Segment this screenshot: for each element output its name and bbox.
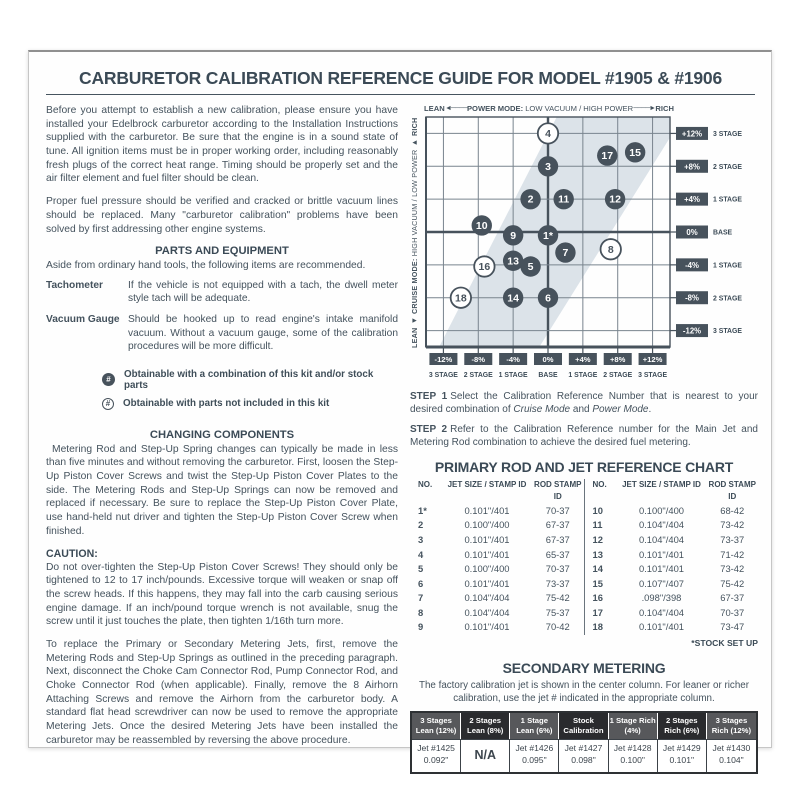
table-row: [585, 606, 759, 621]
calibration-point-number: 14: [507, 292, 519, 305]
calibration-point-number: 12: [609, 193, 621, 206]
table-cell: 11: [592, 519, 603, 531]
table-cell: 0.100"/400: [638, 504, 685, 516]
y-tick-stage: 3 STAGE: [713, 328, 742, 336]
changing-components-heading: CHANGING COMPONENTS: [149, 428, 295, 441]
calibration-point-number: 18: [455, 292, 467, 305]
replace-jets-paragraph: To replace the Primary or Secondary Metering Jets, first, remove the Metering Rods and Step-Up Springs as outlined in the preceding paragraph. Next, disconnect the Choke Cam Connector Rod, Pump Connector Rod, and Choke Connector Rod (when applicable). Finally, remove the 8 Airhorn Attaching Screws and remove the Airhorn from the carburetor body. A standard flat head screwdriver can now be used to remove the appropriate Metering Jets. Once the desired Metering Jets have been installed the carburetor may be reassembled by reversing the above procedure.: [46, 638, 398, 746]
table-cell: 16: [592, 592, 603, 604]
column-header: ROD STAMP ID: [534, 480, 582, 502]
table-cell: .098"/398: [641, 592, 682, 604]
calibration-point-number: 6: [545, 292, 551, 305]
calibration-point-number: 3: [545, 160, 551, 173]
table-cell: 0.100"/400: [464, 563, 510, 575]
calibration-point-number: 5: [527, 261, 534, 274]
caution-paragraph: Do not over-tighten the Step-Up Piston Cover Screws! They should only be tightened to 12 to 17 inch/pounds. Excessive torque will weaken or snap off the screw heads. If this happens, they may fall into the carb causing serious engine damage. If an inch/pound torque wrench is not available, snug the screw until it just touches the plate, then tighten 1/16th turn more.: [46, 561, 398, 628]
parts-intro: Aside from ordinary hand tools, the following items are recommended.: [46, 260, 366, 272]
table-cell: 10: [592, 504, 603, 516]
secondary-column-value: Jet #1426 0.095": [510, 739, 559, 772]
table-row: [585, 562, 759, 577]
filled-circle-icon: #: [102, 373, 115, 386]
table-cell: 73-47: [720, 621, 745, 633]
table-row: [410, 591, 584, 606]
table-cell: 0.104"/404: [638, 519, 685, 531]
intro-paragraph-1: Before you attempt to establish a new calibration, please ensure you have installed your Edelbrock carburetor according to the Installation Instructions supplied with the carburetor. Be sure that the engine is in a sound state of tune. All ignition items must be in proper working order, including reasonably fresh plugs of the correct heat range. Timing should be properly set and the air filter element and fuel filter should be clean.: [46, 105, 398, 185]
table-cell: 70-37: [545, 504, 570, 516]
table-cell: 12: [592, 533, 603, 545]
open-circle-icon: #: [102, 398, 114, 410]
calibration-point-number: 9: [510, 229, 517, 242]
equipment-item-tachometer: [46, 279, 398, 306]
table-cell: 0.101"/401: [638, 548, 685, 560]
table-cell: 0.100"/400: [464, 519, 510, 531]
title-divider: [46, 94, 755, 95]
chart-body: [410, 115, 758, 383]
equipment-desc: Should be hooked up to read engine's intake manifold vacuum. Without a vacuum gauge, some of the calibration procedures will be more difficult.: [128, 314, 398, 353]
table-cell: 0.101"/401: [464, 621, 510, 633]
table-cell: 0.101"/401: [464, 504, 510, 516]
equipment-label: Tachometer: [46, 279, 103, 291]
calibration-point-number: 13: [507, 255, 519, 268]
table-cell: 67-37: [545, 533, 570, 545]
y-tick-stage: 1 STAGE: [713, 196, 742, 204]
x-tick-stage: BASE: [538, 372, 558, 379]
table-cell: 8: [418, 606, 424, 618]
table-row: [410, 548, 584, 563]
secondary-column-value: Jet #1427 0.098": [559, 739, 608, 772]
arrow-left-icon: ◄────: [444, 105, 467, 112]
table-cell: 68-42: [720, 504, 745, 516]
equipment-label: Vacuum Gauge: [46, 314, 120, 325]
table-cell: 18: [592, 621, 603, 633]
x-tick-stage: 3 STAGE: [428, 372, 458, 379]
secondary-column-header: 2 Stages Rich (6%): [658, 713, 707, 739]
step-1-label: STEP 1: [410, 391, 448, 402]
calibration-point-number: 16: [478, 261, 491, 274]
left-column: [46, 104, 398, 774]
column-header: JET SIZE / STAMP ID: [622, 480, 701, 489]
table-cell: 70-37: [545, 563, 570, 575]
parts-equipment-heading: PARTS AND EQUIPMENT: [155, 245, 289, 258]
axis-rich-label: RICH: [655, 104, 674, 113]
two-column-layout: [46, 104, 758, 774]
table-row: [585, 620, 759, 635]
table-row: [410, 620, 584, 635]
table-cell: 0.104"/404: [638, 533, 685, 545]
secondary-metering-heading: SECONDARY METERING: [502, 659, 666, 676]
step-2-label: STEP 2: [410, 424, 448, 435]
table-cell: 70-37: [720, 606, 745, 618]
y-tick-stage: 1 STAGE: [713, 262, 742, 270]
calibration-point-number: 17: [601, 150, 614, 163]
secondary-metering-intro: The factory calibration jet is shown in the center column. For leaner or richer calibration, use the jet # indicated in the appropriate column.: [419, 679, 749, 704]
table-row: [585, 533, 759, 548]
y-tick-percent: -8%: [685, 293, 699, 303]
x-tick-percent: +12%: [642, 355, 663, 364]
column-header: ROD STAMP ID: [708, 480, 756, 502]
caution-label: CAUTION:: [46, 547, 98, 560]
x-tick-stage: 2 STAGE: [603, 372, 633, 379]
y-tick-stage: 3 STAGE: [713, 131, 742, 139]
table-cell: 65-37: [545, 548, 570, 560]
x-tick-percent: +8%: [610, 355, 626, 364]
table-cell: 0.101"/401: [638, 563, 685, 575]
x-tick-percent: -8%: [471, 355, 486, 364]
table-cell: 0.101"/401: [638, 621, 685, 633]
table-cell: 75-42: [545, 592, 570, 604]
secondary-column-header: 1 Stage Rich (4%): [609, 713, 658, 739]
arrow-right-icon: ────►: [633, 105, 656, 112]
y-tick-percent: -4%: [685, 260, 699, 270]
y-tick-stage: BASE: [713, 229, 733, 237]
page-title: CARBURETOR CALIBRATION REFERENCE GUIDE FOR MODEL #1905 & #1906: [79, 68, 722, 88]
secondary-column-value: Jet #1428 0.100": [609, 739, 658, 772]
table-cell: 15: [592, 577, 603, 589]
primary-chart-heading: PRIMARY ROD AND JET REFERENCE CHART: [434, 459, 734, 475]
calibration-point-number: 15: [629, 146, 641, 159]
secondary-metering-table: [410, 711, 758, 774]
x-tick-stage: 2 STAGE: [463, 372, 493, 379]
table-cell: 7: [418, 592, 424, 604]
table-cell: 73-37: [720, 533, 745, 545]
table-cell: 67-37: [545, 519, 570, 531]
column-header: NO.: [592, 480, 607, 489]
table-cell: 6: [418, 577, 424, 589]
y-tick-percent: +12%: [681, 129, 703, 139]
y-tick-stage: 2 STAGE: [713, 295, 742, 303]
table-row: [585, 577, 759, 592]
table-row: [585, 591, 759, 606]
equipment-item-vacuum-gauge: [46, 313, 398, 354]
calibration-chart: [410, 104, 758, 383]
secondary-column-header: 2 Stages Lean (8%): [461, 713, 510, 739]
table-cell: 73-42: [720, 563, 745, 575]
table-cell: 1*: [418, 504, 427, 516]
secondary-column-header: 3 Stages Rich (12%): [707, 713, 756, 739]
secondary-column-value: Jet #1425 0.092": [412, 739, 461, 772]
x-tick-stage: 1 STAGE: [568, 372, 598, 379]
table-cell: 5: [418, 563, 424, 575]
secondary-column-header: 3 Stages Lean (12%): [412, 713, 461, 739]
stock-setup-note: *STOCK SET UP: [691, 637, 758, 648]
axis-lean-label: LEAN: [424, 104, 445, 113]
y-tick-percent: 0%: [686, 228, 698, 237]
secondary-column-value: N/A: [461, 739, 510, 772]
secondary-column-value: Jet #1429 0.101": [658, 739, 707, 772]
power-mode-label: POWER MODE: LOW VACUUM / HIGH POWER: [466, 104, 634, 113]
x-tick-percent: -12%: [434, 355, 453, 364]
calibration-point-number: 11: [558, 193, 570, 206]
calibration-point-number: 7: [562, 247, 569, 260]
legend-item-not-included: [102, 398, 398, 410]
x-tick-stage: 3 STAGE: [638, 372, 668, 379]
table-cell: 4: [418, 548, 424, 560]
primary-table-right: [584, 479, 759, 635]
primary-table-header-row: [410, 479, 584, 504]
secondary-column-header: Stock Calibration: [559, 713, 608, 739]
column-header: NO.: [418, 480, 433, 489]
chart-top-axis-label: [424, 104, 674, 113]
primary-table-left: [410, 479, 584, 635]
table-cell: 70-42: [545, 621, 570, 633]
table-row: [410, 577, 584, 592]
chart-left-axis-label: LEAN ◄ CRUISE MODE: HIGH VACUUM / LOW POWER ► RICH: [410, 117, 419, 349]
calibration-point-number: 4: [545, 128, 551, 141]
table-cell: 0.104"/404: [638, 606, 685, 618]
secondary-column-header: 1 Stage Lean (6%): [510, 713, 559, 739]
table-cell: 75-42: [720, 577, 745, 589]
table-cell: 17: [592, 606, 603, 618]
calibration-point-number: 8: [607, 243, 614, 256]
legend-text: Obtainable with a combination of this kit and/or stock parts: [124, 368, 374, 391]
table-row: [410, 518, 584, 533]
calibration-point-number: 1*: [543, 229, 553, 242]
document-sheet: [28, 50, 772, 766]
table-cell: 0.104"/404: [464, 592, 510, 604]
step-2: STEP 2 Refer to the Calibration Reference number for the Main Jet and Metering Rod combination to achieve the desired fuel metering.: [410, 424, 758, 448]
table-cell: 75-37: [545, 606, 570, 618]
y-tick-percent: -12%: [682, 326, 702, 336]
table-cell: 0.101"/401: [464, 577, 510, 589]
table-row: [410, 562, 584, 577]
legend-text: Obtainable with parts not included in this kit: [123, 398, 330, 410]
table-cell: 0.101"/401: [464, 533, 510, 545]
table-row: [585, 548, 759, 563]
table-cell: 2: [418, 519, 424, 531]
step-1: STEP 1 Select the Calibration Reference Number that is nearest to your desired combination of Cruise Mode and Power Mode.: [410, 391, 758, 415]
x-tick-percent: 0%: [542, 355, 554, 364]
changing-components-paragraph: Metering Rod and Step-Up Spring changes can typically be made in less than five minutes and without removing the carburetor. First, loosen the Step-Up Piston Cover Screws and twist the Step-Up Piston Cover Plates to the side. The Metering Rods and Step-Up Springs can now be removed and replaced if necessary. Be sure to replace the Step-Up Piston Cover Plate, use hand-held nut driver and tighten the Step-Up Piston Cover Screw when finished.: [46, 443, 398, 537]
equipment-desc: If the vehicle is not equipped with a tach, the dwell meter style tach will be adequate.: [128, 279, 398, 305]
table-row: [410, 533, 584, 548]
calibration-point-number: 2: [527, 193, 534, 206]
table-cell: 13: [592, 548, 603, 560]
calibration-chart-svg: [424, 115, 758, 383]
y-tick-percent: +8%: [684, 162, 700, 172]
primary-rod-jet-table: [410, 479, 758, 635]
table-cell: 3: [418, 533, 424, 545]
table-cell: 73-37: [545, 577, 570, 589]
table-cell: 0.101"/401: [464, 548, 510, 560]
arrow-down-icon: ◄: [410, 316, 419, 326]
table-cell: 0.104"/404: [464, 606, 510, 618]
table-cell: 9: [418, 621, 424, 633]
intro-paragraph-2: Proper fuel pressure should be verified and cracked or brittle vacuum lines should be replaced. Many "carburetor calibration" problems have been solved by first addressing other engine systems.: [46, 196, 398, 235]
table-row: [410, 504, 584, 519]
table-row: [585, 518, 759, 533]
table-cell: 73-42: [720, 519, 745, 531]
primary-table-header-row: [585, 479, 759, 504]
x-tick-percent: +4%: [575, 355, 591, 364]
y-tick-percent: +4%: [684, 195, 700, 205]
secondary-column-value: Jet #1430 0.104": [707, 739, 756, 772]
table-cell: 0.107"/407: [638, 577, 685, 589]
legend-item-kit-parts: [102, 369, 398, 391]
right-column: [410, 104, 758, 774]
table-cell: 14: [592, 563, 603, 575]
x-tick-stage: 1 STAGE: [498, 372, 528, 379]
calibration-point-number: 10: [475, 220, 488, 233]
table-row: [410, 606, 584, 621]
column-header: JET SIZE / STAMP ID: [447, 480, 527, 489]
table-row: [585, 504, 759, 519]
x-tick-percent: -4%: [506, 355, 520, 364]
table-cell: 71-42: [720, 548, 745, 560]
arrow-up-icon: ►: [410, 138, 419, 148]
table-cell: 67-37: [720, 592, 745, 604]
y-tick-stage: 2 STAGE: [713, 163, 742, 171]
